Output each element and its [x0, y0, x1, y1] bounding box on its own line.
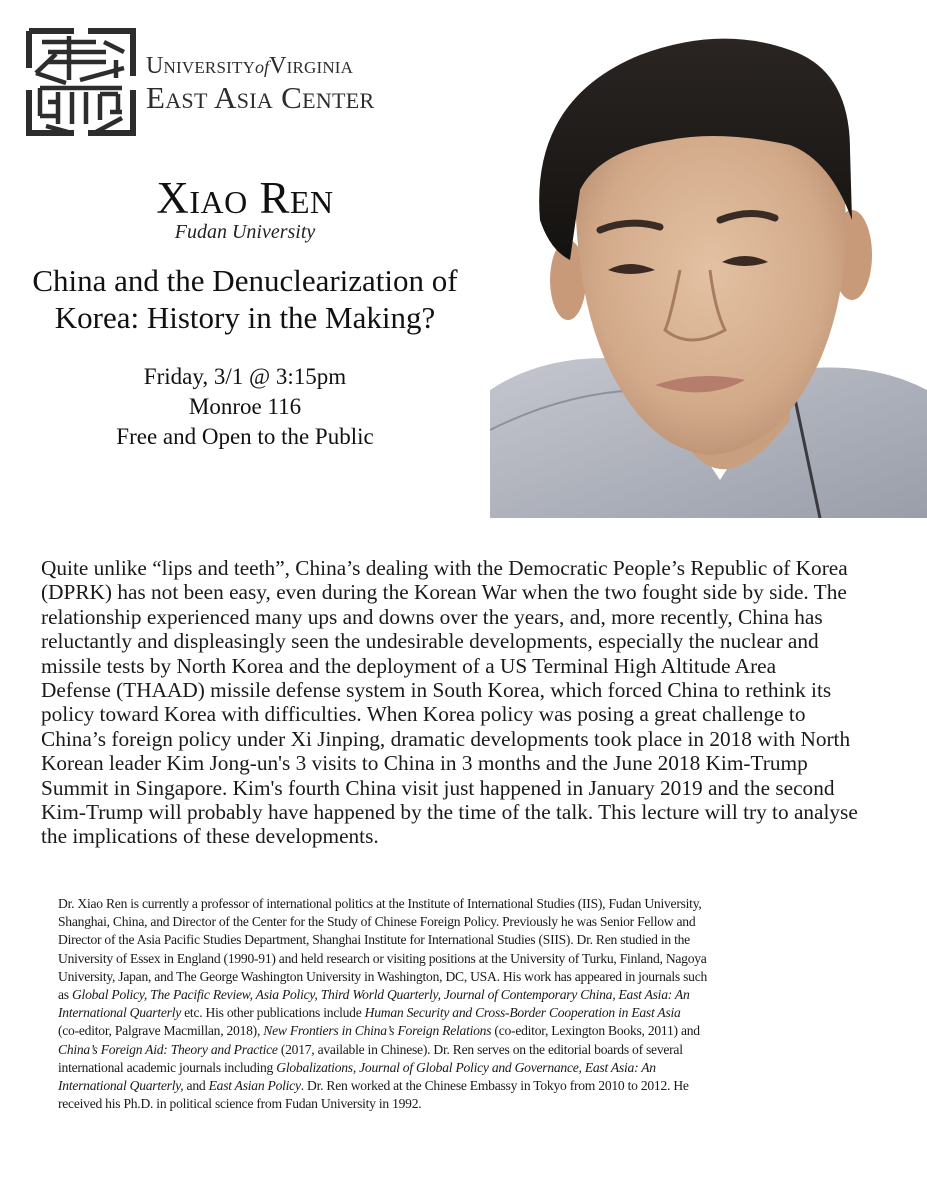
abstract-line: Korean leader Kim Jong-un's 3 visits to China in 3 months and the June 2018 Kim-Trump: [41, 751, 808, 776]
bio-line: [58, 950, 918, 968]
abstract-line: Summit in Singapore. Kim's fourth China visit just happened in January 2019 and the second: [41, 775, 835, 800]
abstract-line: China’s foreign policy under Xi Jinping, dramatic developments took place in 2018 with North: [41, 726, 851, 751]
abstract-line: missile tests by North Korea and the deployment of a US Terminal High Altitude Area: [41, 653, 777, 678]
bio-line: [58, 1059, 918, 1077]
bio-line: [58, 968, 918, 986]
bio-text: etc. His other publications include: [181, 1005, 365, 1021]
bio-text: University of Essex in England (1990-91) and held research or visiting positions at the University of Turku, Finland, Nagoya: [58, 950, 707, 966]
bio-publication-title: Global Policy, The Pacific Review, Asia Policy, Third World Quarterly, Journal of Contemporary China, East Asia: An: [71, 987, 690, 1003]
bio-text: international academic journals including: [58, 1059, 277, 1075]
bio-text: Dr. Xiao Ren is currently a professor of international politics at the Institute of International Studies (IIS), Fudan University,: [58, 896, 702, 911]
bio-line: [58, 1041, 918, 1059]
bio-publication-title: East Asian Policy: [208, 1078, 301, 1094]
abstract-line: reluctantly and displeasingly seen the undesirable developments, especially the nuclear and: [41, 629, 819, 654]
abstract-line: (DPRK) has not been easy, even during the Korean War when the two fought side by side. The: [41, 580, 847, 605]
logo-wordmark: [146, 54, 374, 113]
speaker-portrait-icon: [490, 30, 927, 518]
event-details: [0, 362, 490, 452]
bio-text: as: [58, 987, 72, 1003]
bio-publication-title: Human Security and Cross-Border Cooperation in East Asia: [364, 1005, 681, 1021]
speaker-photo: [490, 30, 927, 518]
event-header: [0, 173, 490, 452]
logo-university-name: [146, 54, 374, 80]
east-asia-center-logo: [26, 28, 136, 136]
logo-virginia-word: Virginia: [269, 53, 354, 79]
talk-abstract: [41, 556, 921, 849]
event-location: Monroe 116: [188, 394, 302, 419]
bio-text: (co-editor, Lexington Books, 2011) and: [491, 1023, 700, 1039]
abstract-line: Kim-Trump will probably have happened by the time of the talk. This lecture will try to analyse: [41, 800, 858, 825]
abstract-line: relationship experienced many ups and downs over the years, and, more recently, China has: [41, 604, 823, 629]
event-admission: Free and Open to the Public: [116, 424, 374, 449]
bio-line: [58, 931, 918, 949]
speaker-affiliation: Fudan University: [174, 221, 316, 243]
bio-publication-title: Globalizations, Journal of Global Policy and Governance, East Asia: An: [276, 1059, 656, 1075]
bio-text: Shanghai, China, and Director of the Center for the Study of Chinese Foreign Policy. Previously he was Senior Fellow and: [58, 914, 696, 930]
bio-line: [58, 1095, 918, 1113]
bio-line: [58, 1004, 918, 1022]
bio-publication-title: International Quarterly: [58, 1005, 181, 1021]
speaker-name: Xiao Ren: [156, 173, 334, 223]
bio-line: [58, 986, 918, 1004]
bio-text: (2017, available in Chinese). Dr. Ren serves on the editorial boards of several: [277, 1041, 683, 1057]
bio-text: and: [183, 1078, 209, 1094]
logo-of-word: of: [255, 57, 270, 77]
bio-line: [58, 1022, 918, 1040]
bio-text: . Dr. Ren worked at the Chinese Embassy in Tokyo from 2010 to 2012. He: [300, 1078, 689, 1094]
bio-text: received his Ph.D. in political science from Fudan University in 1992.: [58, 1096, 422, 1112]
speaker-bio: [58, 895, 918, 1113]
bio-publication-title: International Quarterly,: [58, 1078, 184, 1094]
abstract-line: the implications of these developments.: [41, 824, 379, 849]
logo-university-word: University: [146, 53, 256, 79]
abstract-line: Quite unlike “lips and teeth”, China’s dealing with the Democratic People’s Republic of Korea: [41, 556, 848, 580]
bio-line: [58, 913, 918, 931]
east-asia-seal-logo-icon: [26, 28, 136, 136]
talk-title-line: China and the Denuclearization of: [32, 263, 458, 298]
event-datetime: Friday, 3/1 @ 3:15pm: [143, 364, 347, 389]
bio-line: [58, 1077, 918, 1095]
abstract-line: Defense (THAAD) missile defense system in South Korea, which forced China to rethink its: [41, 678, 832, 703]
talk-title-line: Korea: History in the Making?: [54, 300, 436, 335]
bio-publication-title: New Frontiers in China’s Foreign Relations: [263, 1023, 492, 1039]
bio-text: (co-editor, Palgrave Macmillan, 2018),: [58, 1023, 264, 1039]
bio-line: [58, 895, 918, 913]
logo-center-name: East Asia Center: [146, 80, 375, 115]
talk-title: [0, 262, 490, 336]
abstract-line: policy toward Korea with difficulties. When Korea policy was posing a great challenge to: [41, 702, 806, 727]
bio-text: University, Japan, and The George Washington University in Washington, DC, USA. His work has appeared in journals such: [58, 968, 708, 984]
bio-text: Director of the Asia Pacific Studies Department, Shanghai Institute for International Studies (SIIS). Dr. Ren studied in the: [58, 932, 690, 948]
bio-publication-title: China’s Foreign Aid: Theory and Practice: [58, 1041, 278, 1057]
